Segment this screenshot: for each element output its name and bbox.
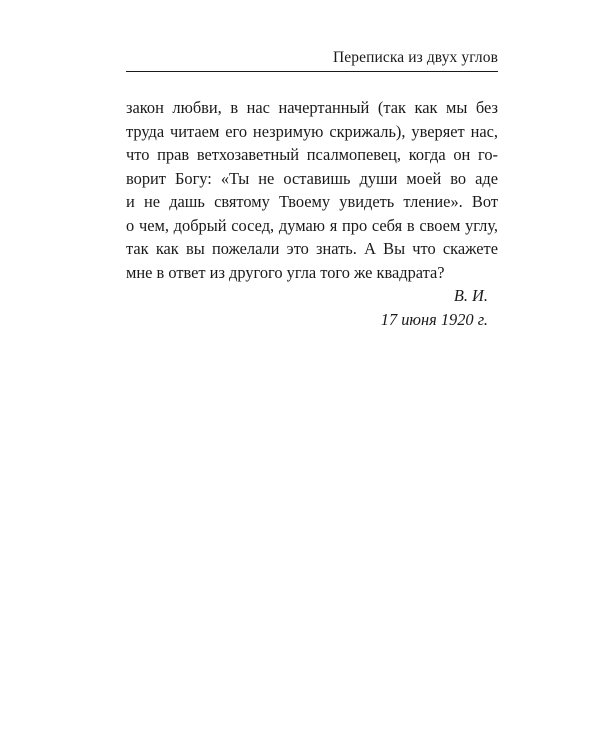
text-line: что прав ветхозаветный псалмопевец, когда он го- <box>126 145 498 164</box>
text-line: о чем, добрый сосед, думаю я про себя в своем углу, <box>126 215 498 235</box>
header-rule <box>126 71 498 72</box>
text-line: так как вы пожелали это знать. А Вы что скажете <box>126 239 498 258</box>
text-line: труда читаем его незримую скрижаль), уверяет нас, <box>126 121 498 141</box>
text-line: и не дашь святому Твоему увидеть тление». Вот <box>126 192 498 211</box>
body-text <box>126 96 498 331</box>
letter-date: 17 июня 1920 г. <box>380 309 488 329</box>
signature: В. И. <box>453 286 488 305</box>
running-header: Переписка из двух углов <box>333 49 498 66</box>
text-line: закон любви, в нас начертанный (так как мы без <box>126 98 498 117</box>
text-line: ворит Богу: «Ты не оставишь души моей во аде <box>126 168 498 188</box>
text-line: мне в ответ из другого угла того же квадрата? <box>126 262 445 282</box>
